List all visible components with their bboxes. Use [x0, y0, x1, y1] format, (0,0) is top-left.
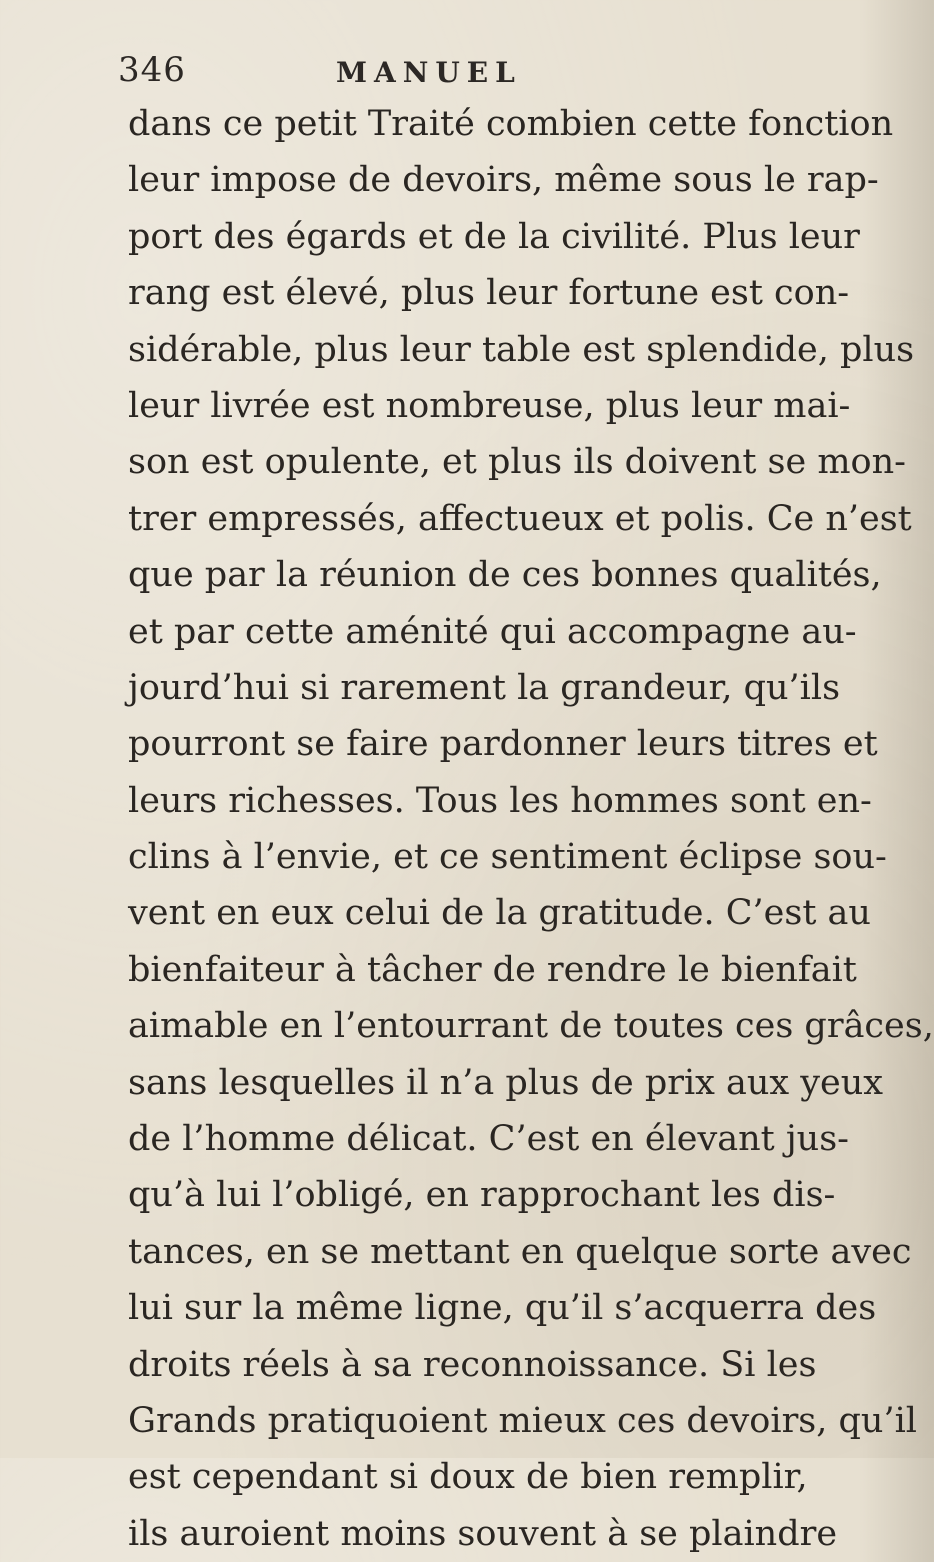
- text-line: dans ce petit Traité combien cette fonction: [128, 104, 894, 144]
- text-line: de l’homme délicat. C’est en élevant jus-: [128, 1119, 850, 1160]
- text-line: que par la réunion de ces bonnes qualités,: [128, 555, 882, 596]
- text-line: aimable en l’entourrant de toutes ces grâces,: [128, 1006, 934, 1047]
- text-line: est cependant si doux de bien remplir,: [128, 1457, 808, 1498]
- text-line: lui sur la même ligne, qu’il s’acquerra des: [128, 1288, 877, 1329]
- text-line: leurs richesses. Tous les hommes sont en-: [128, 780, 872, 821]
- text-line: bienfaiteur à tâcher de rendre le bienfait: [128, 949, 857, 990]
- page-number: 346: [118, 50, 186, 90]
- text-line: vent en eux celui de la gratitude. C’est au: [128, 893, 871, 934]
- text-line: jourd’hui si rarement la grandeur, qu’ils: [128, 667, 841, 708]
- text-line: pourront se faire pardonner leurs titres et: [128, 724, 878, 765]
- text-line: droits réels à sa reconnoissance. Si les: [128, 1344, 817, 1385]
- text-line: Grands pratiquoient mieux ces devoirs, qu’il: [128, 1400, 917, 1441]
- text-line: tances, en se mettant en quelque sorte avec: [128, 1231, 912, 1272]
- text-line: rang est élevé, plus leur fortune est con-: [128, 273, 850, 314]
- text-line: sans lesquelles il n’a plus de prix aux yeux: [128, 1062, 884, 1103]
- text-line: trer empressés, affectueux et polis. Ce n’est: [128, 498, 912, 539]
- text-line: qu’à lui l’obligé, en rapprochant les dis-: [128, 1175, 836, 1216]
- text-line: et par cette aménité qui accompagne au-: [128, 611, 857, 652]
- text-line: clins à l’envie, et ce sentiment éclipse sou-: [128, 837, 887, 878]
- running-title: MANUEL: [336, 56, 522, 89]
- text-line: ils auroient moins souvent à se plaindre: [128, 1513, 838, 1554]
- text-line: leur impose de devoirs, même sous le rap-: [128, 160, 879, 201]
- text-line: sidérable, plus leur table est splendide, plus: [128, 329, 915, 370]
- text-line: port des égards et de la civilité. Plus leur: [128, 216, 860, 257]
- text-line: leur livrée est nombreuse, plus leur mai-: [128, 385, 851, 426]
- running-head: [118, 44, 678, 94]
- body-text: [128, 96, 934, 1562]
- text-line: son est opulente, et plus ils doivent se mon-: [128, 442, 906, 483]
